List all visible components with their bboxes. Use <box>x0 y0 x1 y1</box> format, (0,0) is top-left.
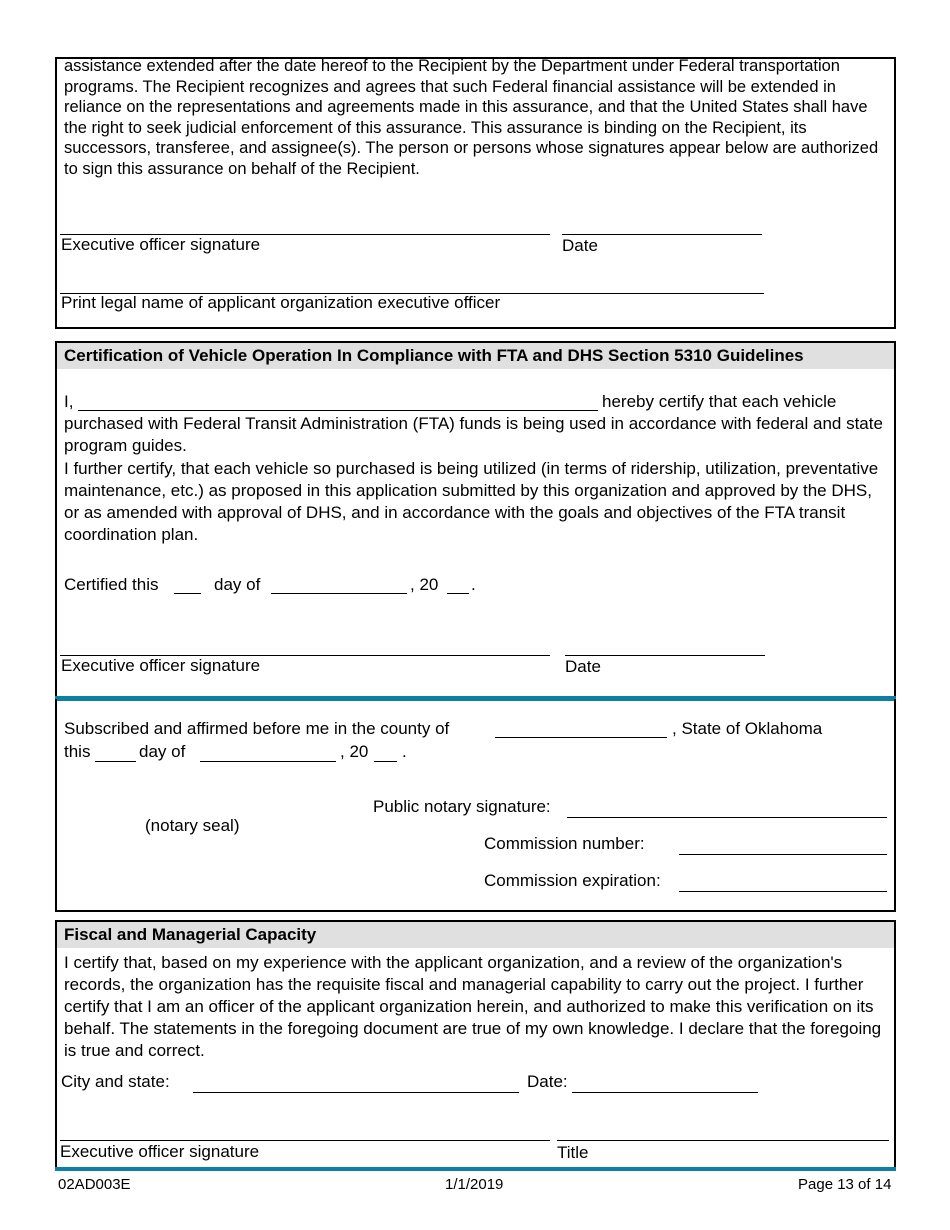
fiscal-date-field[interactable] <box>572 1092 758 1093</box>
certified-month-field[interactable] <box>271 593 407 594</box>
notary-period: . <box>402 742 407 761</box>
footer-page-label: Page 13 of 14 <box>798 1176 892 1193</box>
notary-comma-20: , 20 <box>340 742 369 761</box>
notary-day-of-label: day of <box>139 742 186 761</box>
certified-day-field[interactable] <box>174 593 201 594</box>
commission-expiration-label: Commission expiration: <box>484 871 661 890</box>
commission-number-label: Commission number: <box>484 834 645 853</box>
certified-day-of-label: day of <box>214 575 261 594</box>
certification-certify-tail: hereby certify that each vehicle <box>602 392 837 411</box>
certification-date-label: Date <box>565 657 601 676</box>
public-notary-signature-label: Public notary signature: <box>373 797 551 816</box>
fiscal-paragraph: I certify that, based on my experience with the applicant organization, and a review of the organization's records, the organization has the requisite fiscal and managerial capability to carry out the project. I further certify that I am an officer of the applicant organization herein, and authorized to make this verification on its behalf. The statements in the foregoing document are true of my own knowledge. I declare that the foregoing is true and correct. <box>64 953 882 1060</box>
county-field[interactable] <box>495 737 667 738</box>
certified-comma-20: , 20 <box>410 575 439 594</box>
fiscal-title-field[interactable] <box>557 1140 889 1141</box>
notary-day-field[interactable] <box>95 761 136 762</box>
certification-paragraph2: I further certify, that each vehicle so purchased is being utilized (in terms of ridership, utilization, preventative maintenance, etc.) as proposed in this application submitted by this organization and approved by the DHS, or as amended with approval of DHS, and in accordance with the goals and objectives of the FTA transit coordination plan. <box>64 459 879 544</box>
fiscal-signature-label: Executive officer signature <box>60 1142 260 1161</box>
assurance-date-label: Date <box>562 236 598 255</box>
footer-revision-date: 1/1/2019 <box>445 1176 504 1193</box>
commission-number-field[interactable] <box>679 854 887 855</box>
assurance-paragraph: assistance extended after the date hereof to the Recipient by the Department under Federal transportation programs. The Recipient recognizes and agrees that such Federal financial assistance will be extended in reliance on the representations and agreements made in this assurance, and that the United States shall have the right to seek judicial enforcement of this assurance. This assurance is binding on the Recipient, its successors, transferee, and assignee(s). The person or persons whose signatures appear below are authorized to sign this assurance on behalf of the Recipient. <box>64 57 879 178</box>
assurance-signature-label: Executive officer signature <box>61 235 261 254</box>
certified-year-field[interactable] <box>447 593 469 594</box>
public-notary-signature-field[interactable] <box>567 817 887 818</box>
certified-this-label: Certified this <box>64 575 159 594</box>
fiscal-date-label: Date: <box>527 1072 568 1091</box>
subscribed-text: Subscribed and affirmed before me in the county of <box>64 719 450 738</box>
notary-month-field[interactable] <box>200 761 336 762</box>
notary-this-label: this <box>64 742 91 761</box>
state-text: , State of Oklahoma <box>672 719 823 738</box>
footer-bar <box>55 1167 896 1171</box>
notary-seal-label: (notary seal) <box>145 816 240 835</box>
fiscal-title-label: Title <box>557 1143 589 1162</box>
certifier-name-field[interactable] <box>78 410 598 411</box>
notary-year-field[interactable] <box>374 761 397 762</box>
certification-title: Certification of Vehicle Operation In Compliance with FTA and DHS Section 5310 Guidelines <box>57 343 894 369</box>
print-name-label: Print legal name of applicant organization executive officer <box>61 293 501 312</box>
footer-form-code: 02AD003E <box>58 1176 131 1193</box>
commission-expiration-field[interactable] <box>679 891 887 892</box>
certification-paragraph1-rest: purchased with Federal Transit Administration (FTA) funds is being used in accordance with federal and state program guides. <box>64 414 883 455</box>
city-state-label: City and state: <box>61 1072 170 1091</box>
certified-period: . <box>471 575 476 594</box>
certification-signature-label: Executive officer signature <box>61 656 261 675</box>
city-state-field[interactable] <box>193 1092 519 1093</box>
certification-i-label: I, <box>64 392 74 411</box>
fiscal-title: Fiscal and Managerial Capacity <box>57 922 894 948</box>
